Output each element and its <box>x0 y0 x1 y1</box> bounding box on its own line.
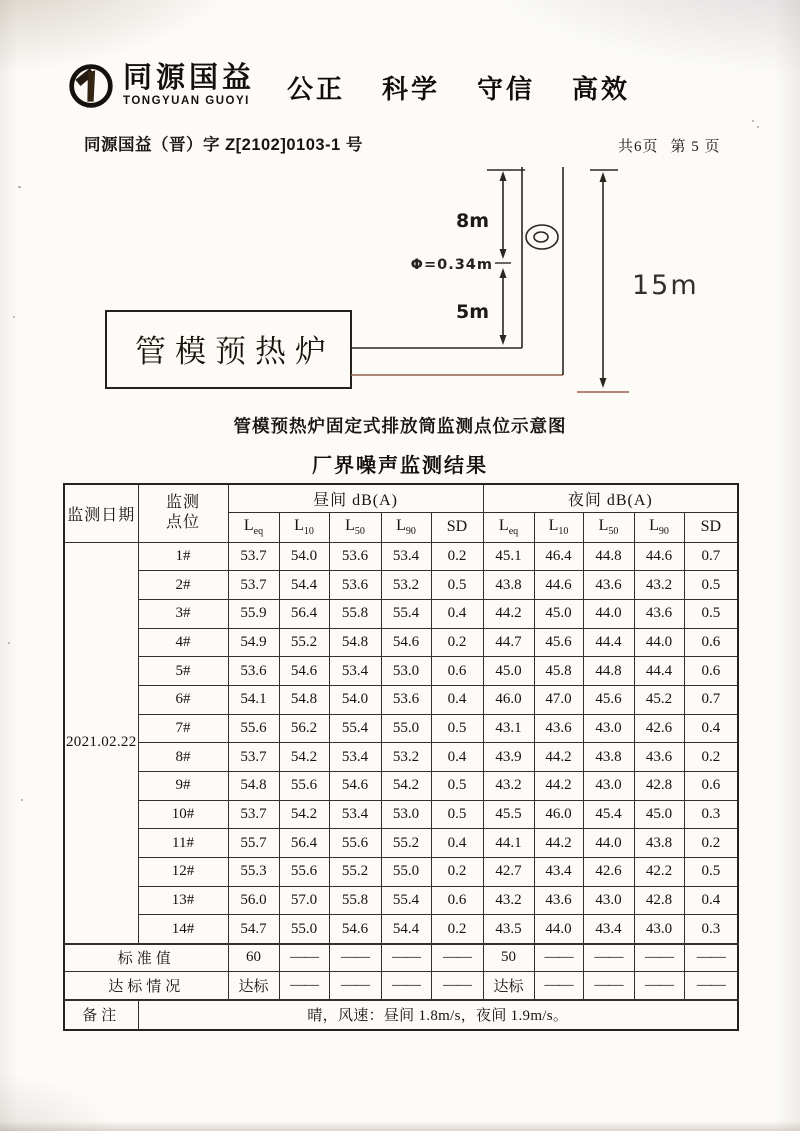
value-5-night-sd: 0.6 <box>684 657 738 686</box>
value-4-night-l50: 44.4 <box>583 628 634 657</box>
point-cell-3: 3# <box>138 599 228 628</box>
value-12-night-l50: 42.6 <box>583 858 634 887</box>
standard-night-l90: —— <box>634 944 684 972</box>
value-5-day-l10: 54.6 <box>279 657 329 686</box>
col-header-day-group: 昼间 dB(A) <box>228 484 483 512</box>
value-2-night-leq: 43.8 <box>483 571 534 600</box>
value-8-night-leq: 43.9 <box>483 743 534 772</box>
value-8-day-l90: 53.2 <box>381 743 431 772</box>
value-10-night-l10: 46.0 <box>534 800 583 829</box>
col-header-night-l90: $L_{90}$ <box>634 512 684 542</box>
value-10-day-sd: 0.5 <box>431 800 483 829</box>
standard-day-l10: —— <box>279 944 329 972</box>
data-row-7 <box>64 714 738 743</box>
dim-15m-arrow <box>577 170 629 392</box>
value-5-night-l50: 44.8 <box>583 657 634 686</box>
value-10-day-l50: 53.4 <box>329 800 381 829</box>
point-cell-1: 1# <box>138 542 228 571</box>
col-header-night-leq: $L_{eq}$ <box>483 512 534 542</box>
point-cell-12: 12# <box>138 858 228 887</box>
slogan-word-4: 高效 <box>572 75 631 104</box>
data-row-14 <box>64 915 738 944</box>
col-header-night-l10: $L_{10}$ <box>534 512 583 542</box>
compliance-day-sd: —— <box>431 972 483 1000</box>
value-5-day-l50: 53.4 <box>329 657 381 686</box>
value-6-night-l50: 45.6 <box>583 685 634 714</box>
data-row-10 <box>64 800 738 829</box>
scan-speck <box>21 799 23 801</box>
col-header-night-l50: $L_{50}$ <box>583 512 634 542</box>
compliance-night-l50: —— <box>583 972 634 1000</box>
value-8-day-sd: 0.4 <box>431 743 483 772</box>
dim-8m-label: 8m <box>455 210 489 232</box>
col-header-night-sd: SD <box>684 512 738 542</box>
col-header-day-sd: SD <box>431 512 483 542</box>
value-14-night-leq: 43.5 <box>483 915 534 944</box>
col-header-day-l10: $L_{10}$ <box>279 512 329 542</box>
value-6-day-l10: 54.8 <box>279 685 329 714</box>
value-3-night-l90: 43.6 <box>634 599 684 628</box>
col-header-day-leq: $L_{eq}$ <box>228 512 279 542</box>
slogan-word-3: 守信 <box>477 75 536 104</box>
value-4-night-l90: 44.0 <box>634 628 684 657</box>
value-8-night-l50: 43.8 <box>583 743 634 772</box>
value-4-day-sd: 0.2 <box>431 628 483 657</box>
value-14-day-l10: 55.0 <box>279 915 329 944</box>
value-6-night-leq: 46.0 <box>483 685 534 714</box>
value-1-day-l10: 54.0 <box>279 542 329 571</box>
sampling-port-icon <box>526 225 558 249</box>
value-7-night-sd: 0.4 <box>684 714 738 743</box>
value-11-day-leq: 55.7 <box>228 829 279 858</box>
dim-15m-label: 15m <box>632 270 699 301</box>
standard-night-leq: 50 <box>483 944 534 972</box>
value-14-night-l50: 43.4 <box>583 915 634 944</box>
point-cell-8: 8# <box>138 743 228 772</box>
value-3-day-l50: 55.8 <box>329 599 381 628</box>
value-11-day-l50: 55.6 <box>329 829 381 858</box>
compliance-night-l90: —— <box>634 972 684 1000</box>
value-6-day-leq: 54.1 <box>228 685 279 714</box>
point-cell-5: 5# <box>138 657 228 686</box>
brand-name-cn: 同源国益 <box>123 62 256 94</box>
slogan-word-1: 公正 <box>287 75 346 104</box>
value-14-night-l10: 44.0 <box>534 915 583 944</box>
value-5-day-l90: 53.0 <box>381 657 431 686</box>
value-9-night-l10: 44.2 <box>534 772 583 801</box>
remark-section <box>64 1000 738 1030</box>
pages-total: 共6页 <box>618 139 659 155</box>
compliance-night-leq: 达标 <box>483 972 534 1000</box>
value-9-day-l10: 55.6 <box>279 772 329 801</box>
value-6-day-sd: 0.4 <box>431 685 483 714</box>
value-9-day-sd: 0.5 <box>431 772 483 801</box>
value-7-day-l10: 56.2 <box>279 714 329 743</box>
value-4-day-leq: 54.9 <box>228 628 279 657</box>
point-header-line2: 点位 <box>165 514 200 532</box>
col-header-day-l50: $L_{50}$ <box>329 512 381 542</box>
value-9-day-l90: 54.2 <box>381 772 431 801</box>
data-row-5 <box>64 657 738 686</box>
value-7-day-leq: 55.6 <box>228 714 279 743</box>
value-2-night-l10: 44.6 <box>534 571 583 600</box>
data-row-3 <box>64 599 738 628</box>
value-3-day-l90: 55.4 <box>381 599 431 628</box>
value-6-night-l10: 47.0 <box>534 685 583 714</box>
data-row-11 <box>64 829 738 858</box>
value-11-night-l10: 44.2 <box>534 829 583 858</box>
col-header-date: 监测日期 <box>64 484 138 542</box>
value-6-day-l50: 54.0 <box>329 685 381 714</box>
value-11-day-l10: 56.4 <box>279 829 329 858</box>
value-10-night-sd: 0.3 <box>684 800 738 829</box>
standard-row <box>64 944 738 972</box>
value-3-day-leq: 55.9 <box>228 599 279 628</box>
value-11-night-leq: 44.1 <box>483 829 534 858</box>
value-13-night-leq: 43.2 <box>483 886 534 915</box>
slogan-word-2: 科学 <box>382 75 441 104</box>
col-header-night-group: 夜间 dB(A) <box>483 484 738 512</box>
value-14-night-sd: 0.3 <box>684 915 738 944</box>
value-7-night-leq: 43.1 <box>483 714 534 743</box>
document-number: 同源国益（晋）字 Z[2102]0103-1 号 <box>84 136 363 154</box>
value-2-day-l10: 54.4 <box>279 571 329 600</box>
remark-label: 备注 <box>64 1000 138 1030</box>
value-13-day-l50: 55.8 <box>329 886 381 915</box>
point-cell-9: 9# <box>138 772 228 801</box>
value-1-day-l90: 53.4 <box>381 542 431 571</box>
value-10-night-l90: 45.0 <box>634 800 684 829</box>
value-12-night-sd: 0.5 <box>684 858 738 887</box>
value-4-night-l10: 45.6 <box>534 628 583 657</box>
value-9-day-leq: 54.8 <box>228 772 279 801</box>
standard-day-l90: —— <box>381 944 431 972</box>
value-13-day-sd: 0.6 <box>431 886 483 915</box>
value-2-day-leq: 53.7 <box>228 571 279 600</box>
data-row-4 <box>64 628 738 657</box>
value-12-day-leq: 55.3 <box>228 858 279 887</box>
scan-speck <box>757 126 759 128</box>
value-1-day-leq: 53.7 <box>228 542 279 571</box>
value-6-night-sd: 0.7 <box>684 685 738 714</box>
dim-8m-arrow <box>487 170 525 259</box>
point-header-line1: 监测 <box>165 494 200 512</box>
value-5-night-leq: 45.0 <box>483 657 534 686</box>
compliance-row <box>64 972 738 1000</box>
value-8-day-l10: 54.2 <box>279 743 329 772</box>
value-13-night-l90: 42.8 <box>634 886 684 915</box>
value-12-day-l50: 55.2 <box>329 858 381 887</box>
value-9-night-leq: 43.2 <box>483 772 534 801</box>
value-14-day-l50: 54.6 <box>329 915 381 944</box>
value-10-night-l50: 45.4 <box>583 800 634 829</box>
value-3-night-sd: 0.5 <box>684 599 738 628</box>
value-14-day-sd: 0.2 <box>431 915 483 944</box>
dim-5m-label: 5m <box>455 301 489 323</box>
value-12-day-sd: 0.2 <box>431 858 483 887</box>
furnace-label: 管模预热炉 <box>135 334 335 369</box>
compliance-day-l50: —— <box>329 972 381 1000</box>
value-3-night-l50: 44.0 <box>583 599 634 628</box>
col-header-day-l90: $L_{90}$ <box>381 512 431 542</box>
value-9-night-l90: 42.8 <box>634 772 684 801</box>
data-row-12 <box>64 858 738 887</box>
value-1-night-l50: 44.8 <box>583 542 634 571</box>
point-cell-7: 7# <box>138 714 228 743</box>
point-cell-14: 14# <box>138 915 228 944</box>
value-1-day-l50: 53.6 <box>329 542 381 571</box>
value-4-night-sd: 0.6 <box>684 628 738 657</box>
standard-day-l50: —— <box>329 944 381 972</box>
value-12-night-l90: 42.2 <box>634 858 684 887</box>
compliance-day-l10: —— <box>279 972 329 1000</box>
value-2-night-l90: 43.2 <box>634 571 684 600</box>
point-cell-2: 2# <box>138 571 228 600</box>
data-row-1 <box>64 542 738 571</box>
value-3-day-l10: 56.4 <box>279 599 329 628</box>
value-9-night-sd: 0.6 <box>684 772 738 801</box>
value-8-night-sd: 0.2 <box>684 743 738 772</box>
value-10-day-l90: 53.0 <box>381 800 431 829</box>
value-13-night-sd: 0.4 <box>684 886 738 915</box>
value-4-day-l10: 55.2 <box>279 628 329 657</box>
data-row-9 <box>64 772 738 801</box>
value-11-night-sd: 0.2 <box>684 829 738 858</box>
value-4-day-l50: 54.8 <box>329 628 381 657</box>
scan-speck <box>752 120 754 122</box>
point-cell-6: 6# <box>138 685 228 714</box>
point-cell-4: 4# <box>138 628 228 657</box>
value-3-day-sd: 0.4 <box>431 599 483 628</box>
value-2-day-l50: 53.6 <box>329 571 381 600</box>
value-8-day-leq: 53.7 <box>228 743 279 772</box>
value-7-day-l90: 55.0 <box>381 714 431 743</box>
value-11-night-l90: 43.8 <box>634 829 684 858</box>
point-cell-13: 13# <box>138 886 228 915</box>
value-10-night-leq: 45.5 <box>483 800 534 829</box>
standard-night-l10: —— <box>534 944 583 972</box>
value-1-night-sd: 0.7 <box>684 542 738 571</box>
noise-table-body <box>64 542 738 944</box>
page-current: 第 5 页 <box>670 139 721 155</box>
compliance-night-sd: —— <box>684 972 738 1000</box>
value-12-night-l10: 43.4 <box>534 858 583 887</box>
brand-name-en: TONGYUAN GUOYI <box>123 95 250 108</box>
noise-table-foot <box>64 944 738 1000</box>
value-1-night-l90: 44.6 <box>634 542 684 571</box>
value-2-night-sd: 0.5 <box>684 571 738 600</box>
stack-diagram <box>0 0 800 410</box>
compliance-day-leq: 达标 <box>228 972 279 1000</box>
dim-phi-label: Φ=0.34m <box>410 257 493 273</box>
remark-row <box>64 1000 738 1030</box>
value-11-night-l50: 44.0 <box>583 829 634 858</box>
scan-speck <box>13 316 15 318</box>
standard-day-sd: —— <box>431 944 483 972</box>
remark-text: 晴，风速：昼间 1.8m/s，夜间 1.9m/s。 <box>138 1000 738 1030</box>
value-5-night-l10: 45.8 <box>534 657 583 686</box>
value-14-day-leq: 54.7 <box>228 915 279 944</box>
value-13-day-leq: 56.0 <box>228 886 279 915</box>
value-5-night-l90: 44.4 <box>634 657 684 686</box>
value-7-day-sd: 0.5 <box>431 714 483 743</box>
value-12-night-leq: 42.7 <box>483 858 534 887</box>
value-5-day-sd: 0.6 <box>431 657 483 686</box>
value-1-night-leq: 45.1 <box>483 542 534 571</box>
value-11-day-sd: 0.4 <box>431 829 483 858</box>
table-group-header-row <box>64 484 738 512</box>
value-1-night-l10: 46.4 <box>534 542 583 571</box>
data-row-6 <box>64 685 738 714</box>
value-8-day-l50: 53.4 <box>329 743 381 772</box>
value-6-night-l90: 45.2 <box>634 685 684 714</box>
col-header-point <box>138 484 228 542</box>
value-13-night-l10: 43.6 <box>534 886 583 915</box>
compliance-night-l10: —— <box>534 972 583 1000</box>
compliance-label: 达标情况 <box>64 972 228 1000</box>
value-4-night-leq: 44.7 <box>483 628 534 657</box>
noise-monitoring-table <box>63 483 739 1031</box>
point-cell-11: 11# <box>138 829 228 858</box>
value-12-day-l90: 55.0 <box>381 858 431 887</box>
standard-label: 标准值 <box>64 944 228 972</box>
dim-5m-arrow <box>500 268 507 345</box>
value-5-day-leq: 53.6 <box>228 657 279 686</box>
data-row-13 <box>64 886 738 915</box>
value-14-night-l90: 43.0 <box>634 915 684 944</box>
value-9-night-l50: 43.0 <box>583 772 634 801</box>
compliance-day-l90: —— <box>381 972 431 1000</box>
value-13-night-l50: 43.0 <box>583 886 634 915</box>
value-2-day-l90: 53.2 <box>381 571 431 600</box>
value-2-night-l50: 43.6 <box>583 571 634 600</box>
point-cell-10: 10# <box>138 800 228 829</box>
scan-speck <box>8 642 10 644</box>
diagram-caption: 管模预热炉固定式排放筒监测点位示意图 <box>233 416 567 436</box>
standard-day-leq: 60 <box>228 944 279 972</box>
value-10-day-l10: 54.2 <box>279 800 329 829</box>
value-10-day-leq: 53.7 <box>228 800 279 829</box>
value-7-night-l50: 43.0 <box>583 714 634 743</box>
value-11-day-l90: 55.2 <box>381 829 431 858</box>
monitoring-date-value: 2021.02.22 <box>64 542 138 944</box>
data-row-8 <box>64 743 738 772</box>
value-13-day-l90: 55.4 <box>381 886 431 915</box>
value-7-day-l50: 55.4 <box>329 714 381 743</box>
value-4-day-l90: 54.6 <box>381 628 431 657</box>
value-3-night-l10: 45.0 <box>534 599 583 628</box>
table-title: 厂界噪声监测结果 <box>312 455 488 477</box>
standard-night-l50: —— <box>583 944 634 972</box>
value-3-night-leq: 44.2 <box>483 599 534 628</box>
value-12-day-l10: 55.6 <box>279 858 329 887</box>
value-14-day-l90: 54.4 <box>381 915 431 944</box>
value-2-day-sd: 0.5 <box>431 571 483 600</box>
standard-night-sd: —— <box>684 944 738 972</box>
data-row-2 <box>64 571 738 600</box>
value-13-day-l10: 57.0 <box>279 886 329 915</box>
value-7-night-l10: 43.6 <box>534 714 583 743</box>
value-1-day-sd: 0.2 <box>431 542 483 571</box>
value-8-night-l90: 43.6 <box>634 743 684 772</box>
value-7-night-l90: 42.6 <box>634 714 684 743</box>
value-8-night-l10: 44.2 <box>534 743 583 772</box>
scan-speck <box>18 186 21 188</box>
value-9-day-l50: 54.6 <box>329 772 381 801</box>
value-6-day-l90: 53.6 <box>381 685 431 714</box>
